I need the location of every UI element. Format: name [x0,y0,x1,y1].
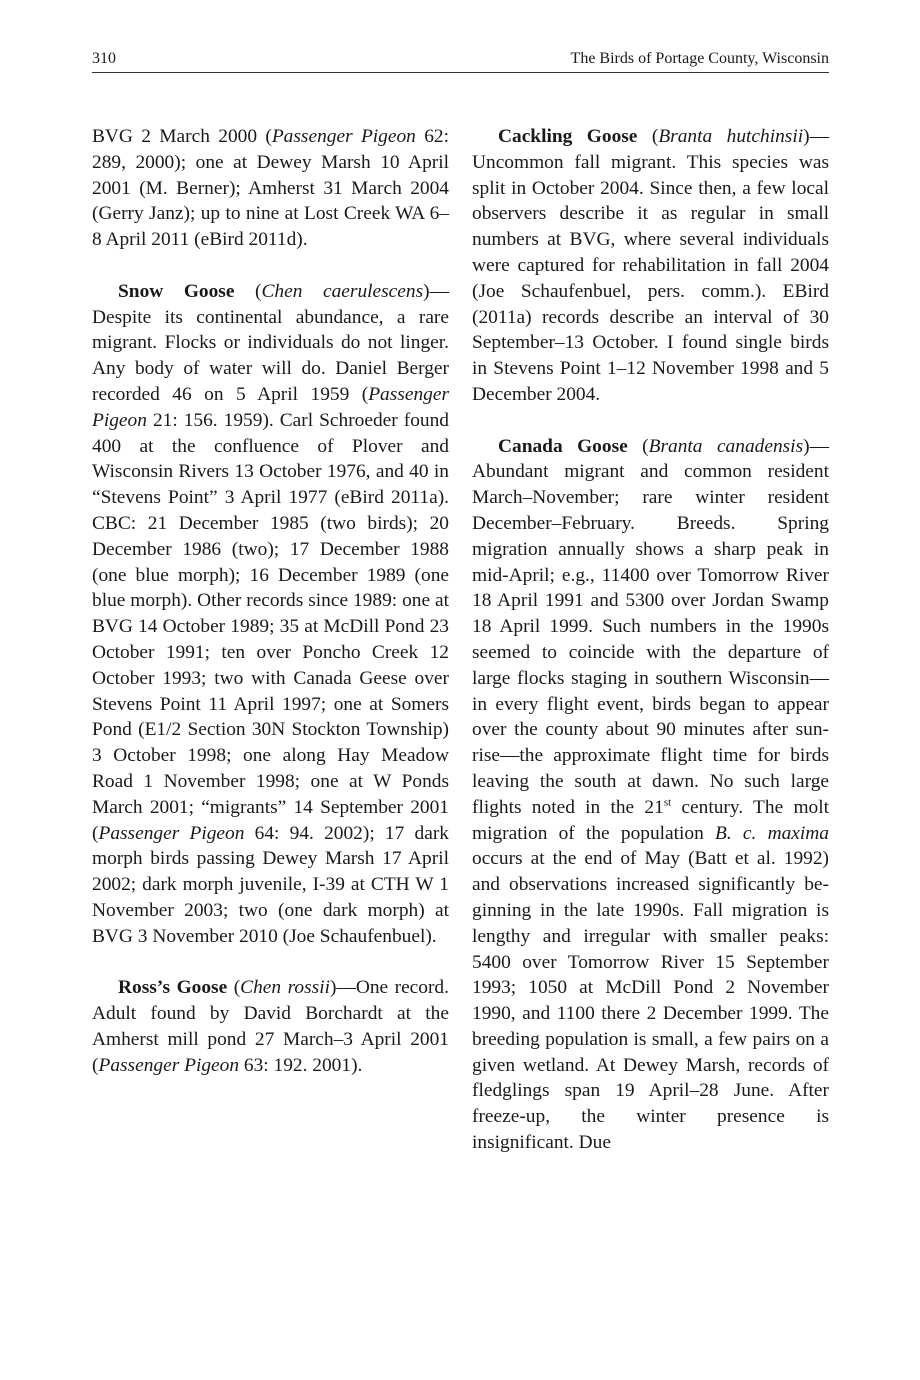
continued-paragraph: BVG 2 March 2000 (Passenger Pigeon 62: 289, 2000); one at Dewey Marsh 10 April 2001 (M. Berner); Amherst 31 March 2004 (Gerry Janz); up to nine at Lost Creek WA 6–8 April 2011 (eBird 2011d). [92,126,449,251]
page-number: 310 [92,50,116,67]
species-account-cackling-goose: Cackling Goose (Branta hutchinsii)—Uncommon fall migrant. This species was split in October 2004. Since then, a few local observers describe it as regular in small numbers at BVG, where several individuals were captured for rehabilitation in fall 2004 (Joe Schaufenbuel, pers. comm.). EBird (2011a) records describe an interval of 30 September–13 October. I found single birds in Stevens Point 1–12 November 1998 and 5 December 2004. [472,126,829,405]
species-account-snow-goose: Snow Goose (Chen caerulescens)—Despite its continental abundance, a rare migrant. Flocks or individuals do not linger. Any body of water will do. Daniel Berger recorded 46 on 5 April 1959 (Passenger Pigeon 21: 156. 1959). Carl Schroeder found 400 at the confluence of Plover and Wisconsin Rivers 13 October 1976, and 40 in “Stevens Point” 3 April 1977 (eBird 2011a). CBC: 21 December 1985 (two birds); 20 December 1986 (two); 17 December 1988 (one blue morph); 16 December 1989 (one blue morph). Other records since 1989: one at BVG 14 October 1989; 35 at McDill Pond 23 October 1991; ten over Poncho Creek 12 October 1993; two with Canada Geese over Stevens Point 11 April 1997; one at Somers Pond (E1/2 Section 30N Stockton Township) 3 October 1998; one along Hay Meadow Road 1 November 1998; one at W Ponds March 2001; “migrants” 14 September 2001 (Passenger Pigeon 64: 94. 2002); 17 dark morph birds passing Dewey Marsh 17 April 2002; dark morph juvenile, I-39 at CTH W 1 November 2003; two (one dark morph) at BVG 3 November 2010 (Joe Schaufenbuel). [92,280,449,947]
right-column [472,124,829,1156]
species-name: Ross’s Goose [118,977,228,999]
scientific-name: Branta hutchinsii [658,126,804,147]
running-title: The Birds of Portage County, Wisconsin [570,50,829,67]
scientific-name: Branta canadensis [648,435,804,457]
species-name: Cackling Goose [498,126,638,147]
species-name: Canada Goose [498,435,628,457]
species-account-canada-goose: Canada Goose (Branta canadensis)—Abundant migrant and common resident March–November; rare winter resident December–February. Breeds. Spring migration annually shows a sharp peak in mid-April; e.g., 11400 over Tomorrow River 18 April 1991 and 5300 over Jordan Swamp 18 April 1999. Such numbers in the 1990s seemed to coincide with the departure of large flocks staging in southern Wisconsin—in every flight event, birds began to appear over the county about 90 minutes after sunrise—the approximate flight time for birds leaving the south at dawn. No such large flights noted in the 21st century. The molt migration of the population B. c. maxima occurs at the end of May (Batt et al. 1992) and observations increased significantly beginning in the late 1990s. Fall migration is lengthy and irregular with smaller peaks: 5400 over Tomorrow River 15 September 1993; 1050 at McDill Pond 2 November 1990, and 1100 there 2 December 1999. The breeding population is small, a few pairs on a given wetland. At Dewey Marsh, records of fledglings span 19 April–28 June. After freeze-up, the winter presence is insignificant. Due [472,435,829,1154]
running-header [92,50,829,73]
species-name: Snow Goose [118,280,235,302]
scientific-name: Chen caerulescens [261,280,424,302]
scientific-name: Chen rossii [240,977,330,999]
left-column [92,124,449,1078]
superscript-st: st [663,796,672,809]
species-account-rosss-goose: Ross’s Goose (Chen rossii)—One record. Adult found by David Borchardt at the Amherst mill pond 27 March–3 April 2001 (Passenger Pigeon 63: 192. 2001). [92,977,449,1076]
